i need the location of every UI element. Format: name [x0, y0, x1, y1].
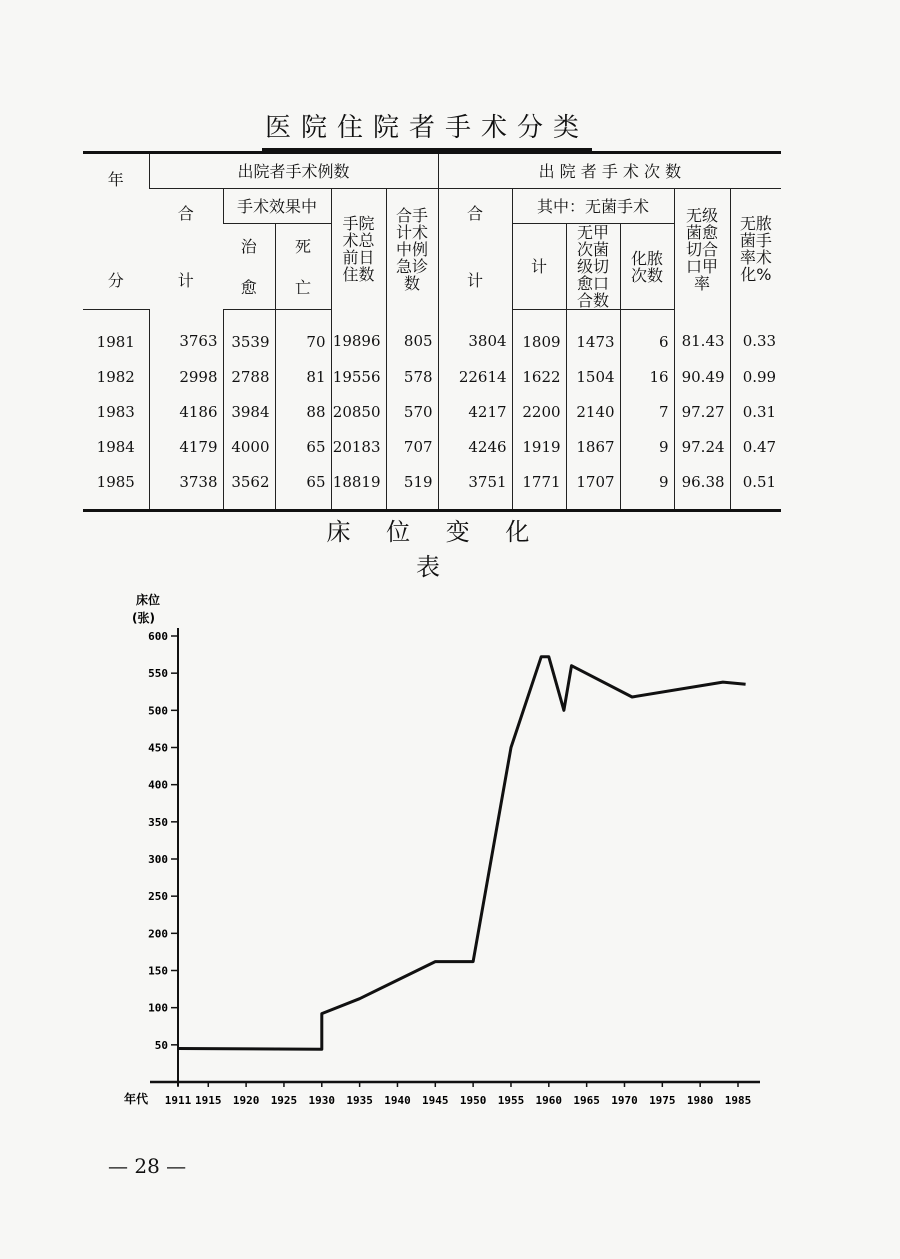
x-tick-label: 1960: [535, 1094, 563, 1107]
x-tick-label: 1965: [573, 1094, 600, 1107]
cell-times-total: 4217: [438, 394, 512, 429]
suppuration-rate-header: 无脓菌手率术化%: [730, 189, 781, 310]
cell-suppuration-rate: 0.51: [730, 464, 781, 511]
y-tick-label: 200: [148, 927, 168, 941]
cell-total: 4186: [149, 394, 223, 429]
cell-death: 88: [275, 394, 331, 429]
cell-death: 65: [275, 464, 331, 511]
cured-header: 治 愈: [223, 224, 275, 310]
cell-grade-a: 1504: [566, 359, 620, 394]
total-header: 合 计: [177, 204, 194, 291]
cell-grade-a-rate: 90.49: [674, 359, 730, 394]
cell-year: 1981: [96, 332, 135, 351]
cell-preop: 20183: [331, 429, 386, 464]
cases-group-header: 出院者手术例数: [149, 153, 438, 189]
cell-total: 3738: [149, 464, 223, 511]
cell-times-total: 22614: [438, 359, 512, 394]
times-total-header: 合 计: [438, 189, 512, 310]
aseptic-group-header: 其中：无菌手术: [512, 189, 674, 224]
x-tick-label: 1970: [611, 1094, 638, 1107]
cell-emergency: 578: [386, 359, 438, 394]
bed-count-line: [178, 657, 746, 1050]
cell-total: 3763: [149, 310, 223, 360]
cell-preop: 19556: [331, 359, 386, 394]
cell-grade-a: 2140: [566, 394, 620, 429]
cell-year: 1982: [96, 367, 135, 386]
cell-suppuration-rate: 0.99: [730, 359, 781, 394]
cell-year: 1983: [96, 402, 135, 421]
y-tick-label: 600: [148, 630, 168, 643]
cell-preop: 18819: [331, 464, 386, 511]
emergency-header: 合手计术中例急诊数: [386, 189, 438, 310]
x-tick-label: 1940: [384, 1094, 411, 1107]
cell-emergency: 707: [386, 429, 438, 464]
grade-a-rate-header: 无级菌愈切合口甲率: [674, 189, 730, 310]
cell-death: 70: [275, 310, 331, 360]
cell-year: 1985: [96, 472, 135, 491]
cell-aseptic: 1771: [512, 464, 566, 511]
cell-times-total: 3751: [438, 464, 512, 511]
cell-death: 81: [275, 359, 331, 394]
table-title: 医院住院者手术分类: [262, 108, 592, 151]
effect-group-header: 手术效果中: [223, 189, 331, 224]
x-tick-label: 1915: [195, 1094, 222, 1107]
death-header: 死 亡: [275, 224, 331, 310]
cell-suppuration-rate: 0.31: [730, 394, 781, 429]
cell-preop: 19896: [331, 310, 386, 360]
cell-suppuration: 16: [620, 359, 674, 394]
y-tick-label: 50: [154, 1038, 168, 1052]
x-tick-label: 1975: [649, 1094, 676, 1107]
x-tick-label: 1945: [422, 1094, 449, 1107]
cell-aseptic: 1622: [512, 359, 566, 394]
x-tick-label: 1935: [346, 1094, 373, 1107]
cell-cured: 3539: [223, 310, 275, 360]
year-header: 年 分: [83, 153, 149, 310]
x-tick-label: 1911: [164, 1094, 192, 1107]
aseptic-total-header: 计: [512, 224, 566, 310]
times-group-header: 出 院 者 手 术 次 数: [438, 153, 781, 189]
cell-times-total: 3804: [438, 310, 512, 360]
y-tick-label: 500: [148, 704, 168, 718]
cell-grade-a: 1473: [566, 310, 620, 360]
preop-days-header: 手院术总前日住数: [331, 189, 386, 310]
cell-suppuration: 9: [620, 429, 674, 464]
page-number: — 28 —: [108, 1154, 187, 1178]
cell-grade-a-rate: 97.27: [674, 394, 730, 429]
cell-cured: 2788: [223, 359, 275, 394]
cell-emergency: 570: [386, 394, 438, 429]
cell-suppuration: 7: [620, 394, 674, 429]
x-tick-label: 1920: [232, 1094, 260, 1107]
cell-cured: 4000: [223, 429, 275, 464]
y-tick-label: 450: [148, 741, 168, 755]
y-tick-label: 250: [148, 890, 168, 904]
cell-total: 4179: [149, 429, 223, 464]
x-axis-label: 年代: [124, 1092, 149, 1106]
cell-year: 1984: [96, 437, 135, 456]
cell-suppuration-rate: 0.33: [730, 310, 781, 360]
y-tick-label: 550: [148, 667, 168, 681]
cell-cured: 3562: [223, 464, 275, 511]
cell-emergency: 805: [386, 310, 438, 360]
cell-cured: 3984: [223, 394, 275, 429]
cell-preop: 20850: [331, 394, 386, 429]
suppuration-header: 化脓次数: [620, 224, 674, 310]
y-axis-unit: (张): [132, 611, 155, 625]
chart-title: 床 位 变 化 表: [326, 518, 544, 581]
cell-times-total: 4246: [438, 429, 512, 464]
cell-aseptic: 2200: [512, 394, 566, 429]
grade-a-header: 无甲次菌级切愈口合数: [566, 224, 620, 310]
x-tick-label: 1955: [497, 1094, 525, 1107]
cell-grade-a-rate: 81.43: [674, 310, 730, 360]
x-tick-label: 1985: [724, 1094, 752, 1107]
cell-suppuration: 6: [620, 310, 674, 360]
y-axis-label: 床位: [136, 593, 161, 607]
cell-suppuration: 9: [620, 464, 674, 511]
y-tick-label: 150: [148, 964, 168, 978]
cell-emergency: 519: [386, 464, 438, 511]
y-tick-label: 300: [148, 853, 168, 866]
cell-aseptic: 1919: [512, 429, 566, 464]
x-tick-label: 1930: [308, 1094, 336, 1107]
cell-total: 2998: [149, 359, 223, 394]
cell-grade-a: 1867: [566, 429, 620, 464]
cell-aseptic: 1809: [512, 310, 566, 360]
y-tick-label: 400: [148, 778, 168, 792]
x-tick-label: 1980: [686, 1094, 714, 1107]
cell-death: 65: [275, 429, 331, 464]
cell-grade-a: 1707: [566, 464, 620, 511]
y-tick-label: 350: [148, 815, 168, 829]
cell-grade-a-rate: 97.24: [674, 429, 730, 464]
cell-suppuration-rate: 0.47: [730, 429, 781, 464]
y-tick-label: 100: [148, 1001, 168, 1015]
x-tick-label: 1950: [459, 1094, 487, 1107]
x-tick-label: 1925: [270, 1094, 298, 1107]
cell-grade-a-rate: 96.38: [674, 464, 730, 511]
